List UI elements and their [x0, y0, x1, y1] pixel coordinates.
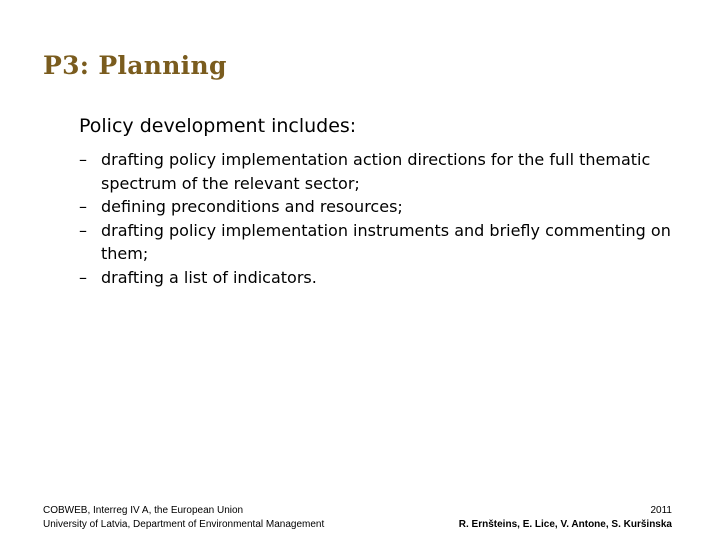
list-item-text: drafting policy implementation action directions for the full thematic spectrum of the relevant sector; — [101, 150, 651, 193]
list-item — [79, 219, 689, 266]
list-item — [79, 195, 689, 219]
footer-institution-line: University of Latvia, Department of Environmental Management — [43, 519, 325, 530]
list-item-text: drafting policy implementation instruments and briefly commenting on them; — [101, 220, 671, 263]
list-item-text: drafting a list of indicators. — [101, 267, 317, 287]
footer-left — [43, 504, 324, 532]
footer-authors: R. Ernšteins, E. Lice, V. Antone, S. Kuršinska — [458, 519, 672, 530]
dash-bullet-icon: – — [79, 150, 87, 169]
slide-content — [79, 113, 689, 289]
slide-title: P3: Planning — [43, 51, 227, 80]
footer-right — [459, 504, 672, 532]
list-item — [79, 148, 689, 195]
dash-bullet-icon: – — [79, 267, 87, 287]
footer-project-line: COBWEB, Interreg IV A, the European Union — [43, 505, 244, 516]
dash-bullet-icon: – — [79, 197, 87, 216]
lead-text: Policy development includes: — [79, 115, 357, 137]
list-item — [79, 266, 689, 290]
dash-bullet-icon: – — [79, 220, 87, 240]
list-item-text: defining preconditions and resources; — [101, 197, 403, 216]
bullet-list — [79, 148, 689, 289]
footer-year: 2011 — [650, 505, 672, 516]
